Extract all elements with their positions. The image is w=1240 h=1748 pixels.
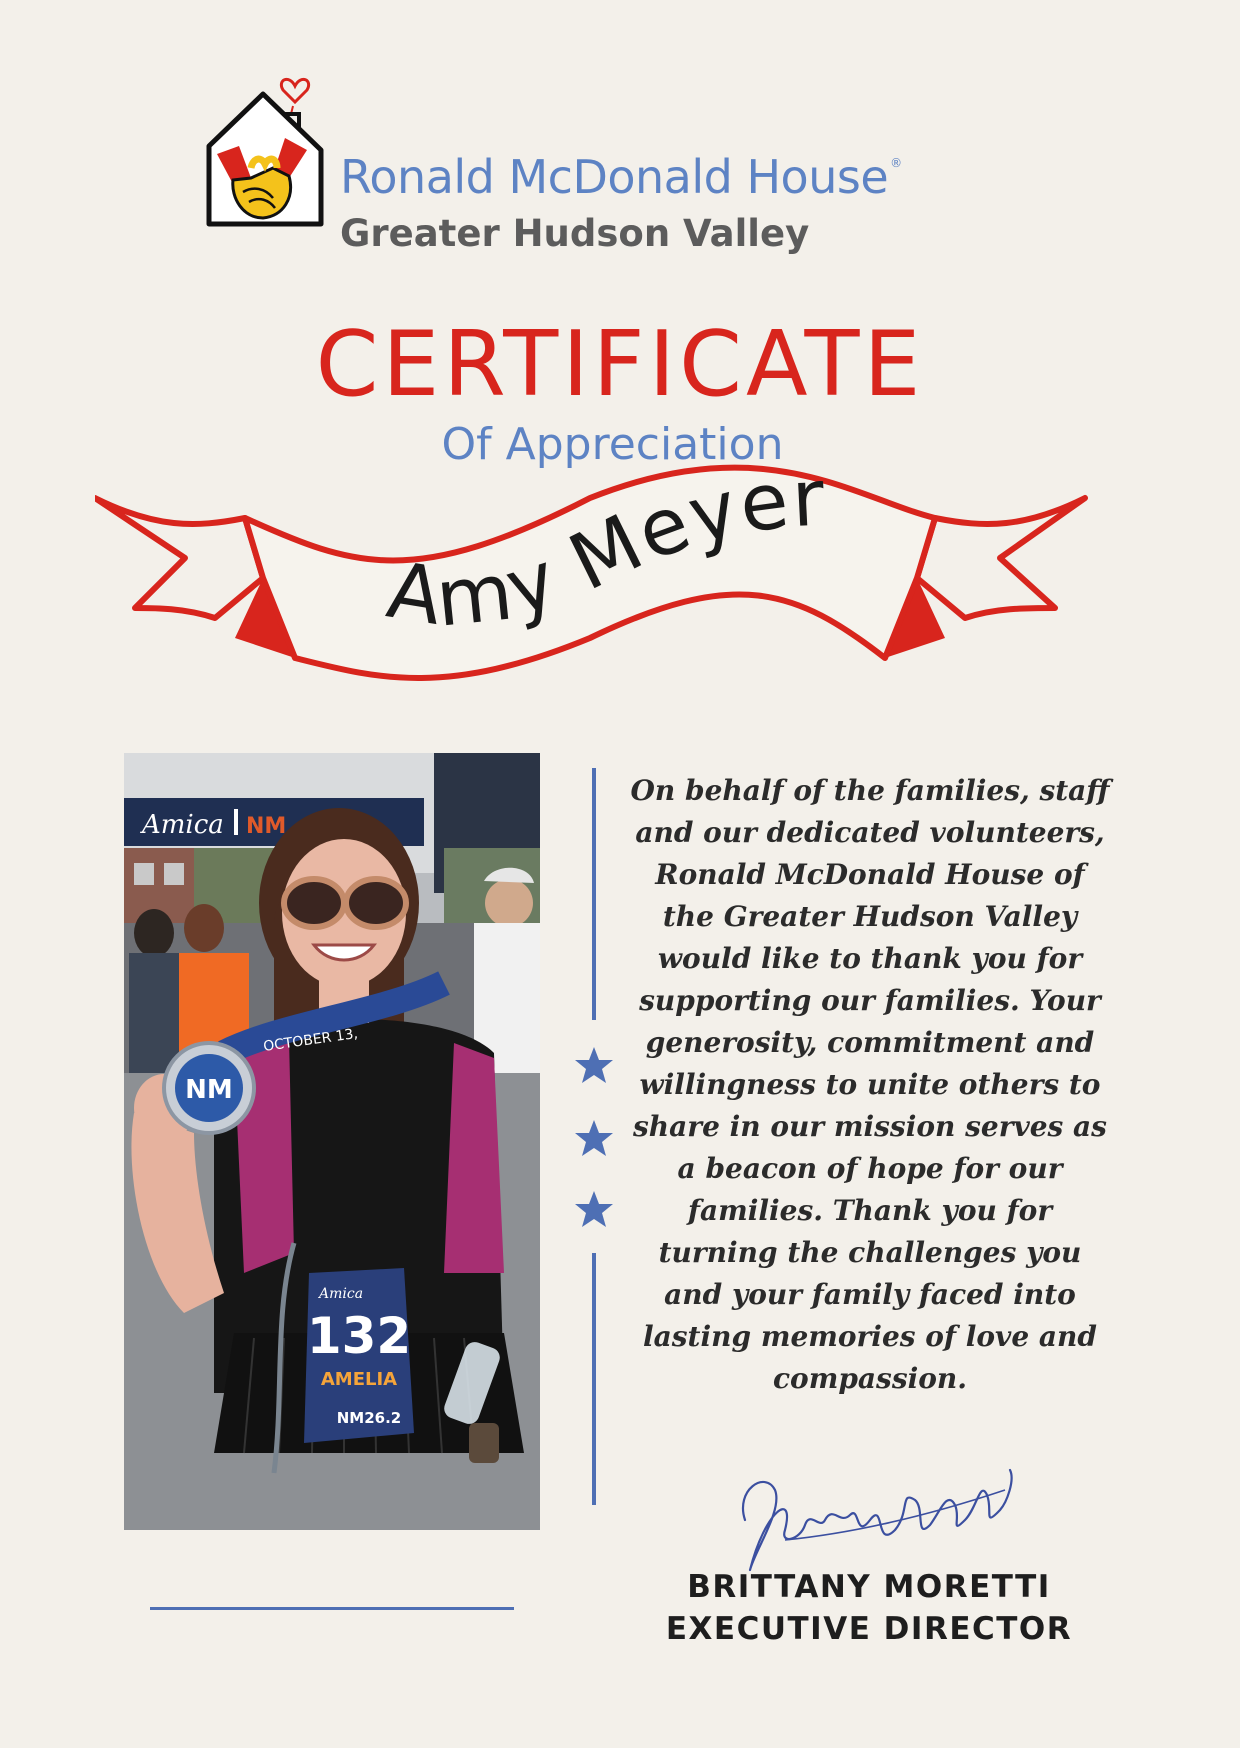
certificate-title: CERTIFICATE [315, 312, 925, 417]
ronald-mcdonald-house-logo-icon [203, 68, 333, 248]
recipient-name: Amy Meyer [381, 458, 829, 645]
signatory-name: BRITTANY MORETTI [687, 1569, 1051, 1605]
divider-line-bottom [592, 1253, 596, 1505]
star-icon [574, 1189, 614, 1229]
signatory-role: EXECUTIVE DIRECTOR [665, 1611, 1073, 1647]
bib-name: AMELIA [320, 1369, 398, 1390]
svg-text:NM: NM [246, 814, 287, 839]
star-icon [574, 1045, 614, 1085]
appreciation-message: On behalf of the families, staff and our dedicated volunteers, Ronald McDonald House of the Greater Hudson Valley would like to thank you for supporting our families. Your generosity, commitment and willingness to unite others to share in our mission serves as a beacon of hope for our families. Thank you for turning the challenges you and your family faced into lasting memories of love and compassion. [630, 774, 1110, 1395]
organization-region: Greater Hudson Valley [340, 212, 810, 255]
bib-number: 132 [306, 1307, 412, 1365]
certificate-subtitle: Of Appreciation [441, 419, 784, 470]
ribbon-right-tail [917, 498, 1085, 618]
bottom-divider-line [150, 1607, 514, 1610]
signatory-block [660, 1566, 1078, 1650]
star-icon [574, 1118, 614, 1158]
medal-text: NM [185, 1075, 233, 1105]
divider-line-top [592, 768, 596, 1020]
registered-mark: ® [890, 156, 902, 170]
banner-text: Amica [142, 810, 224, 840]
name-ribbon-banner [95, 458, 1095, 698]
recipient-photo [124, 753, 540, 1530]
ribbon-left-tail [95, 498, 263, 618]
handwritten-signature [725, 1450, 1025, 1580]
lanyard-text: OCTOBER 13, [262, 1025, 359, 1055]
bib-brand: Amica [319, 1286, 364, 1302]
bib-footer: NM26.2 [336, 1409, 402, 1427]
organization-name: Ronald McDonald House ® [340, 150, 902, 204]
